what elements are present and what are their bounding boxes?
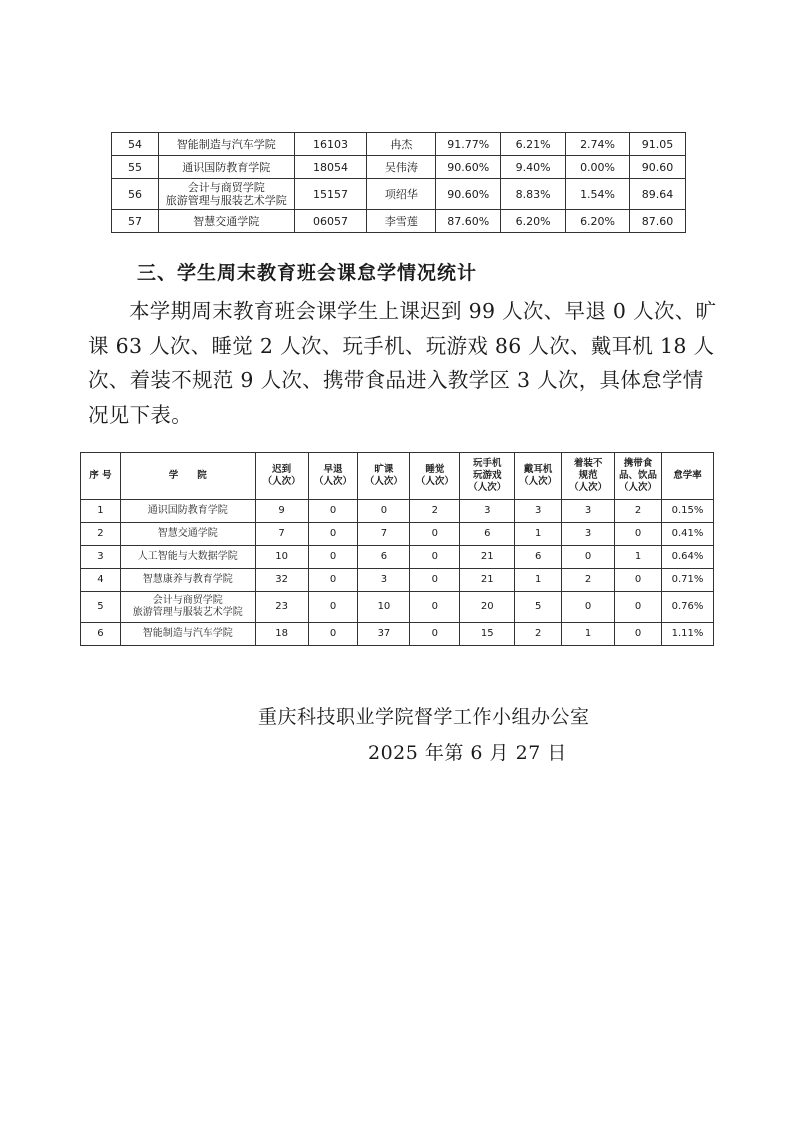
header-line: 规范 xyxy=(578,470,598,481)
header-food xyxy=(615,453,662,500)
header-line: 品、饮品 xyxy=(619,470,658,481)
cell-absent: 10 xyxy=(358,592,410,623)
cell-dress: 3 xyxy=(562,500,615,523)
header-line: （人次） xyxy=(519,476,558,487)
cell-p1: 91.77% xyxy=(436,133,501,156)
cell-earphone: 5 xyxy=(515,592,562,623)
cell-no: 57 xyxy=(112,210,159,233)
cell-score: 91.05 xyxy=(630,133,686,156)
college-line: 旅游管理与服装艺术学院 xyxy=(165,194,287,207)
cell-no: 3 xyxy=(81,546,121,569)
cell-no: 1 xyxy=(81,500,121,523)
cell-rate: 0.41% xyxy=(661,523,713,546)
cell-phone: 3 xyxy=(460,500,515,523)
absence-table xyxy=(80,452,714,646)
cell-sleep: 0 xyxy=(410,523,460,546)
header-college: 学 院 xyxy=(120,453,255,500)
cell-code: 15157 xyxy=(294,179,367,210)
cell-late: 9 xyxy=(255,500,308,523)
cell-phone: 6 xyxy=(460,523,515,546)
header-line: 早退 xyxy=(323,464,343,475)
cell-dress: 0 xyxy=(562,546,615,569)
cell-absent: 7 xyxy=(358,523,410,546)
table-row xyxy=(112,210,686,233)
cell-food: 1 xyxy=(615,546,662,569)
cell-college: 人工智能与大数据学院 xyxy=(120,546,255,569)
cell-score: 87.60 xyxy=(630,210,686,233)
header-dress xyxy=(562,453,615,500)
cell-late: 10 xyxy=(255,546,308,569)
cell-code: 18054 xyxy=(294,156,367,179)
cell-dress: 2 xyxy=(562,569,615,592)
cell-name: 冉杰 xyxy=(367,133,436,156)
cell-early: 0 xyxy=(308,623,358,646)
cell-phone: 21 xyxy=(460,569,515,592)
cell-phone: 20 xyxy=(460,592,515,623)
cell-rate: 0.15% xyxy=(661,500,713,523)
header-line: （人次） xyxy=(314,476,353,487)
cell-sleep: 0 xyxy=(410,546,460,569)
cell-food: 0 xyxy=(615,623,662,646)
cell-college xyxy=(158,179,294,210)
cell-rate: 0.76% xyxy=(661,592,713,623)
cell-dress: 0 xyxy=(562,592,615,623)
cell-rate: 0.71% xyxy=(661,569,713,592)
cell-no: 6 xyxy=(81,623,121,646)
cell-p2: 6.21% xyxy=(501,133,566,156)
header-rate: 怠学率 xyxy=(661,453,713,500)
cell-earphone: 6 xyxy=(515,546,562,569)
header-line: 戴耳机 xyxy=(523,464,553,475)
header-earphone xyxy=(515,453,562,500)
cell-college: 智慧交通学院 xyxy=(120,523,255,546)
header-line: 着装不 xyxy=(573,458,603,469)
header-line: 迟到 xyxy=(272,464,292,475)
cell-p1: 90.60% xyxy=(436,156,501,179)
header-sleep xyxy=(410,453,460,500)
header-row xyxy=(81,453,714,500)
header-line: （人次） xyxy=(468,482,507,493)
cell-rate: 1.11% xyxy=(661,623,713,646)
cell-no: 54 xyxy=(112,133,159,156)
cell-phone: 15 xyxy=(460,623,515,646)
cell-no: 55 xyxy=(112,156,159,179)
header-early xyxy=(308,453,358,500)
header-line: 旷课 xyxy=(374,464,394,475)
cell-p1: 90.60% xyxy=(436,179,501,210)
cell-college: 通识国防教育学院 xyxy=(120,500,255,523)
college-line: 会计与商贸学院 xyxy=(152,595,223,606)
table-row xyxy=(81,523,714,546)
cell-sleep: 0 xyxy=(410,592,460,623)
cell-sleep: 0 xyxy=(410,569,460,592)
absence-table-body xyxy=(81,500,714,646)
header-line: 睡觉 xyxy=(425,464,445,475)
cell-college: 智慧康养与教育学院 xyxy=(120,569,255,592)
cell-name: 李雪莲 xyxy=(367,210,436,233)
cell-no: 4 xyxy=(81,569,121,592)
cell-code: 16103 xyxy=(294,133,367,156)
table-row xyxy=(112,179,686,210)
section-heading: 三、学生周末教育班会课怠学情况统计 xyxy=(137,262,478,284)
cell-earphone: 3 xyxy=(515,500,562,523)
cell-p1: 87.60% xyxy=(436,210,501,233)
table-row xyxy=(112,156,686,179)
header-line: （人次） xyxy=(619,482,658,493)
cell-late: 7 xyxy=(255,523,308,546)
cell-score: 89.64 xyxy=(630,179,686,210)
header-line: 玩游戏 xyxy=(473,470,502,481)
cell-early: 0 xyxy=(308,523,358,546)
header-late xyxy=(255,453,308,500)
cell-phone: 21 xyxy=(460,546,515,569)
header-line: 玩手机 xyxy=(473,458,502,469)
cell-p3: 0.00% xyxy=(566,156,630,179)
header-line: （人次） xyxy=(364,476,403,487)
cell-food: 0 xyxy=(615,523,662,546)
cell-college: 智慧交通学院 xyxy=(158,210,294,233)
table-row xyxy=(81,569,714,592)
header-phone xyxy=(460,453,515,500)
cell-late: 32 xyxy=(255,569,308,592)
absence-table-header xyxy=(81,453,714,500)
cell-absent: 3 xyxy=(358,569,410,592)
cell-food: 0 xyxy=(615,592,662,623)
cell-earphone: 1 xyxy=(515,569,562,592)
header-line: （人次） xyxy=(569,482,608,493)
cell-no: 5 xyxy=(81,592,121,623)
signature-org: 重庆科技职业学院督学工作小组办公室 xyxy=(258,706,590,728)
cell-rate: 0.64% xyxy=(661,546,713,569)
cell-name: 项绍华 xyxy=(367,179,436,210)
cell-early: 0 xyxy=(308,500,358,523)
cell-late: 23 xyxy=(255,592,308,623)
cell-dress: 3 xyxy=(562,523,615,546)
table-row xyxy=(81,592,714,623)
header-line: （人次） xyxy=(415,476,454,487)
header-line: （人次） xyxy=(262,476,301,487)
cell-early: 0 xyxy=(308,569,358,592)
cell-dress: 1 xyxy=(562,623,615,646)
cell-college xyxy=(120,592,255,623)
cell-code: 06057 xyxy=(294,210,367,233)
table-row xyxy=(112,133,686,156)
cell-college: 通识国防教育学院 xyxy=(158,156,294,179)
college-line: 旅游管理与服装艺术学院 xyxy=(132,607,243,618)
header-no: 序 号 xyxy=(81,453,121,500)
cell-p3: 2.74% xyxy=(566,133,630,156)
cell-p2: 9.40% xyxy=(501,156,566,179)
cell-p2: 8.83% xyxy=(501,179,566,210)
cell-college: 智能制造与汽车学院 xyxy=(120,623,255,646)
cell-score: 90.60 xyxy=(630,156,686,179)
section-paragraph: 本学期周末教育班会课学生上课迟到 99 人次、早退 0 人次、旷课 63 人次、睡觉 2 人次、玩手机、玩游戏 86 人次、戴耳机 18 人次、着装不规范 9 人次、携带食品进入教学区 3 人次，具体怠学情况见下表。 xyxy=(88,299,717,427)
cell-earphone: 1 xyxy=(515,523,562,546)
cell-food: 0 xyxy=(615,569,662,592)
cell-early: 0 xyxy=(308,546,358,569)
cell-no: 2 xyxy=(81,523,121,546)
cell-sleep: 0 xyxy=(410,623,460,646)
table-row xyxy=(81,500,714,523)
cell-college: 智能制造与汽车学院 xyxy=(158,133,294,156)
cell-absent: 37 xyxy=(358,623,410,646)
cell-p3: 6.20% xyxy=(566,210,630,233)
cell-earphone: 2 xyxy=(515,623,562,646)
signature-date: 2025 年第 6 月 27 日 xyxy=(368,742,567,764)
cell-early: 0 xyxy=(308,592,358,623)
header-line: 携带食 xyxy=(623,458,653,469)
college-line: 会计与商贸学院 xyxy=(187,181,265,194)
cell-p2: 6.20% xyxy=(501,210,566,233)
cell-no: 56 xyxy=(112,179,159,210)
table-row xyxy=(81,546,714,569)
cell-p3: 1.54% xyxy=(566,179,630,210)
cell-food: 2 xyxy=(615,500,662,523)
cell-sleep: 2 xyxy=(410,500,460,523)
cell-name: 吴伟涛 xyxy=(367,156,436,179)
cell-absent: 0 xyxy=(358,500,410,523)
table-row xyxy=(81,623,714,646)
ranking-table xyxy=(111,132,686,233)
ranking-table-body xyxy=(112,133,686,233)
cell-absent: 6 xyxy=(358,546,410,569)
header-absent xyxy=(358,453,410,500)
cell-late: 18 xyxy=(255,623,308,646)
